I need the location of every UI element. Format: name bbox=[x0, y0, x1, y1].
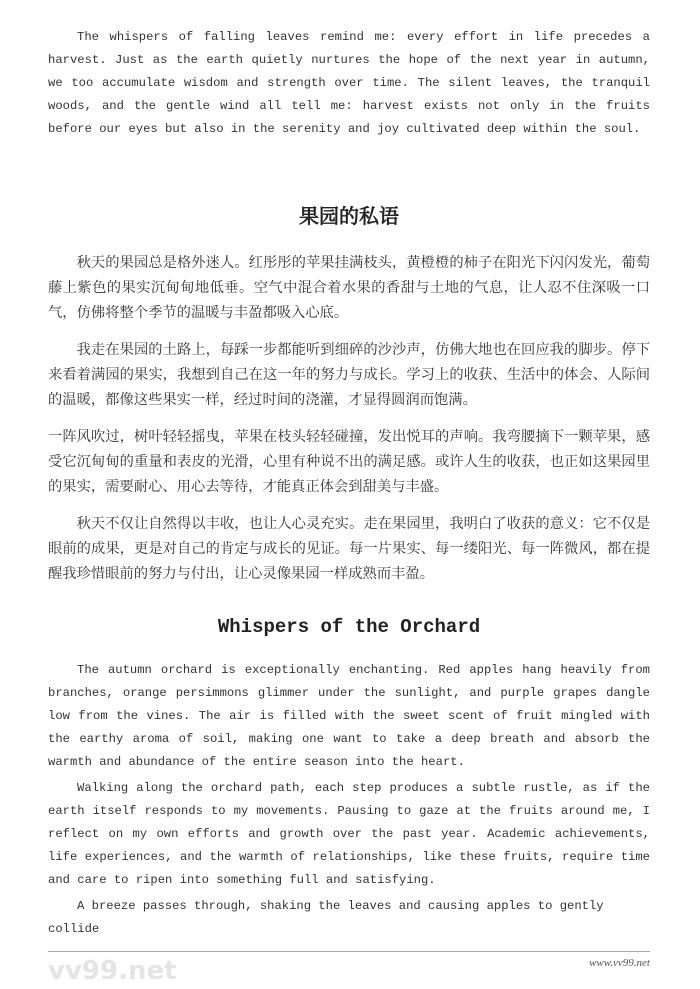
english-section bbox=[48, 659, 650, 941]
chinese-paragraph: 一阵风吹过，树叶轻轻摇曳，苹果在枝头轻轻碰撞，发出悦耳的声响。我弯腰摘下一颗苹果，感受它沉甸甸的重量和表皮的光滑，心里有种说不出的满足感。或许人生的收获，也正如这果园里的果实，需要耐心、用心去等待，才能真正体会到甜美与丰盛。 bbox=[48, 429, 650, 495]
document-page bbox=[48, 0, 650, 986]
intro-paragraph: The whispers of falling leaves remind me: every effort in life precedes a harvest. Just as the earth quietly nurtures the hope of the next year in autumn, we too accumulate wisdom and strength over time. The silent leaves, the tranquil woods, and the gentle wind all tell me: harvest exists not only in the fruits before our eyes but also in the serenity and joy cultivated deep within the soul. bbox=[48, 30, 650, 136]
chinese-section bbox=[48, 251, 650, 587]
chinese-section-title: 果园的私语 bbox=[299, 204, 399, 228]
english-section-title: Whispers of the Orchard bbox=[217, 616, 481, 638]
footer-url: www.vv99.net bbox=[589, 957, 650, 969]
english-paragraph: Walking along the orchard path, each step produces a subtle rustle, as if the earth itself responds to my movements. Pausing to gaze at the fruits around me, I reflect on my own efforts and growth over the past year. Academic achievements, life experiences, and the warmth of relationships, like these fruits, require time and care to ripen into something full and satisfying. bbox=[48, 781, 650, 887]
chinese-paragraph: 秋天的果园总是格外迷人。红彤彤的苹果挂满枝头，黄橙橙的柿子在阳光下闪闪发光，葡萄藤上紫色的果实沉甸甸地低垂。空气中混合着水果的香甜与土地的气息，让人忍不住深吸一口气，仿佛将整个季节的温暖与丰盈都吸入心底。 bbox=[48, 255, 650, 321]
chinese-paragraph: 我走在果园的土路上，每踩一步都能听到细碎的沙沙声，仿佛大地也在回应我的脚步。停下来看着满园的果实，我想到自己在这一年的努力与成长。学习上的收获、生活中的体会、人际间的温暖，都像这些果实一样，经过时间的浇灌，才显得圆润而饱满。 bbox=[48, 342, 650, 408]
english-paragraph: The autumn orchard is exceptionally enchanting. Red apples hang heavily from branches, orange persimmons glimmer under the sunlight, and purple grapes dangle low from the vines. The air is filled with the sweet scent of fruit mingled with the earthy aroma of soil, making one want to take a deep breath and absorb the warmth and abundance of the entire season into the heart. bbox=[48, 663, 650, 769]
english-paragraph: A breeze passes through, shaking the leaves and causing apples to gently collide bbox=[48, 899, 604, 936]
watermark: vv99.net bbox=[48, 956, 177, 986]
footer bbox=[48, 952, 650, 986]
chinese-paragraph: 秋天不仅让自然得以丰收，也让人心灵充实。走在果园里，我明白了收获的意义：它不仅是眼前的成果，更是对自己的肯定与成长的见证。每一片果实、每一缕阳光、每一阵微风，都在提醒我珍惜眼前的努力与付出，让心灵像果园一样成熟而丰盈。 bbox=[48, 516, 650, 582]
